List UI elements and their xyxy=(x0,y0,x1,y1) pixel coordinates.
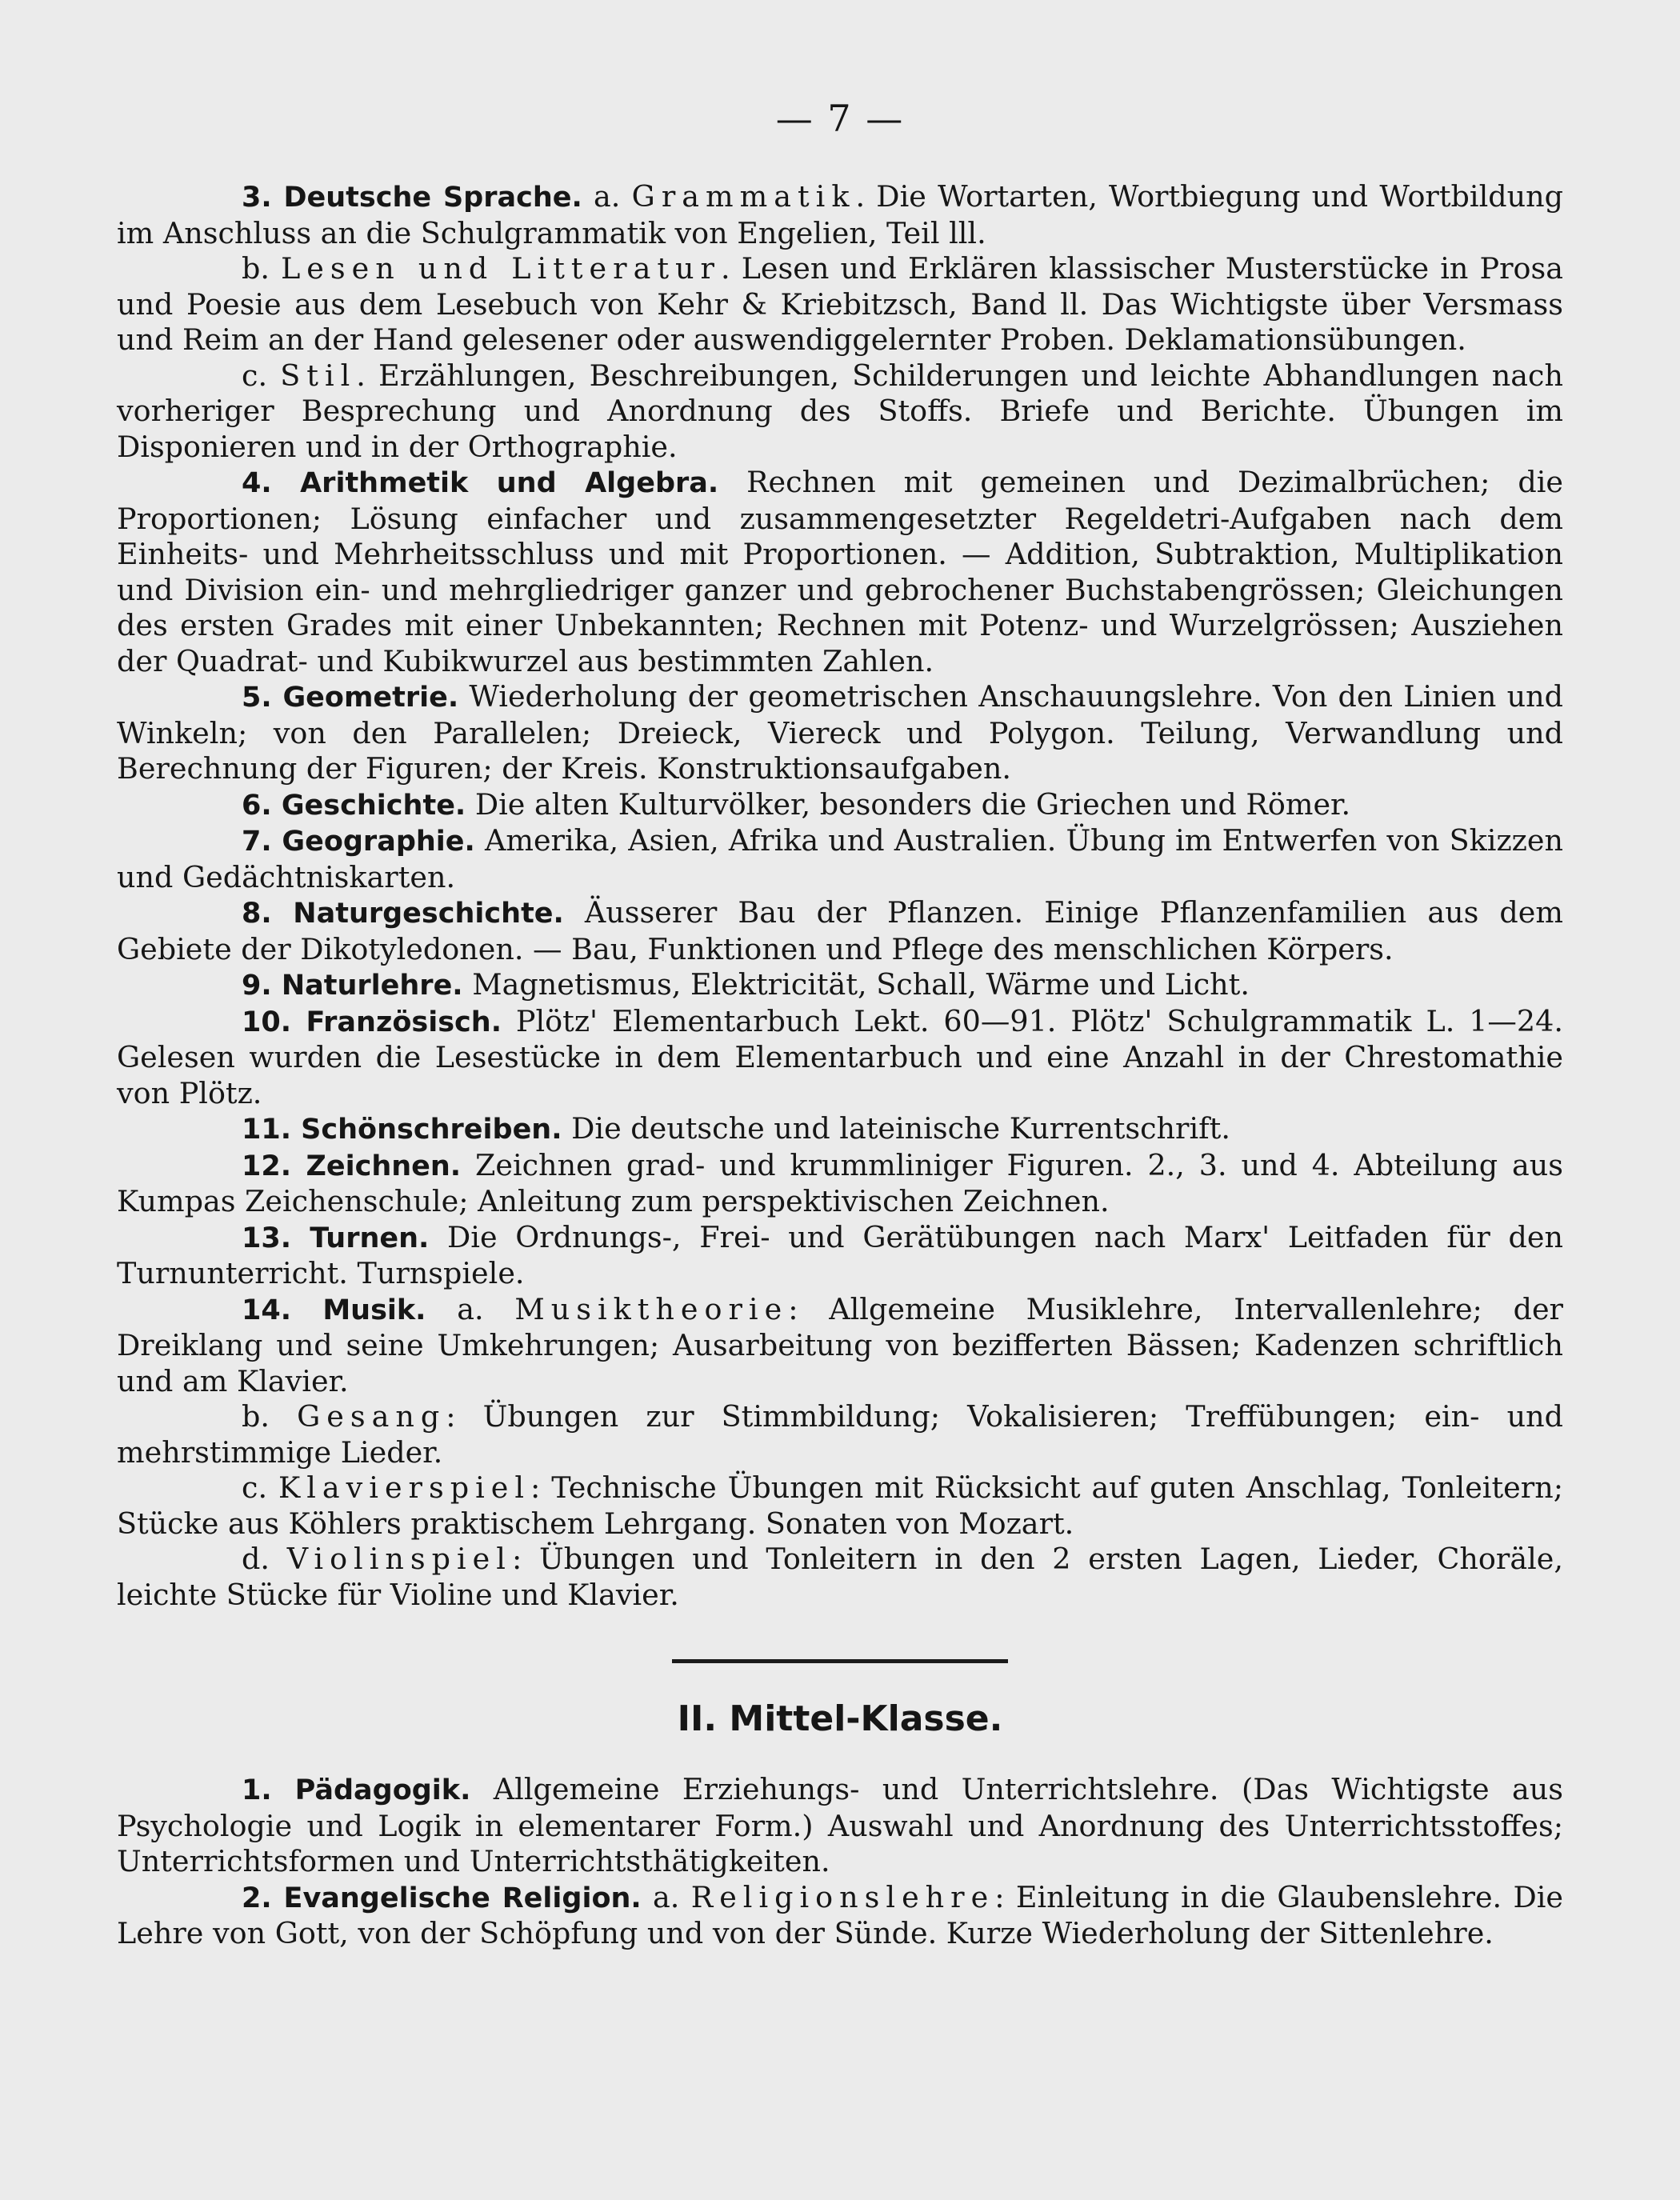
item-lead: c. xyxy=(242,358,281,393)
subject-heading: 10. Französisch. xyxy=(242,1006,502,1038)
subject-heading: 13. Turnen. xyxy=(242,1222,430,1254)
paragraph-text: : Einleitung in die Glaubenslehre. Die Lehre von Gott, von der Schöpfung und von der Sünde. Kurze Wiederholung der Sittenlehre. xyxy=(117,1879,1564,1950)
spaced-term: Violinspiel xyxy=(286,1542,512,1576)
paragraph-text: Die deutsche und lateinische Kurrentschrift. xyxy=(562,1111,1230,1146)
paragraph xyxy=(117,465,1563,679)
paragraph xyxy=(117,1399,1563,1470)
paragraph xyxy=(117,1772,1563,1880)
subject-heading: 9. Naturlehre. xyxy=(242,970,463,1002)
section-1-body xyxy=(117,179,1563,1613)
paragraph-text: : Technische Übungen mit Rücksicht auf guten Anschlag, Tonleitern; Stücke aus Köhlers praktischem Lehrgang. Sonaten von Mozart. xyxy=(117,1470,1563,1541)
paragraph xyxy=(117,1148,1563,1220)
subject-heading: 5. Geometrie. xyxy=(242,682,459,714)
paragraph-text: Die Ordnungs-, Frei- und Gerätübungen nach Marx' Leitfaden für den Turnunterricht. Turnspiele. xyxy=(117,1219,1563,1290)
subject-heading: 1. Pädagogik. xyxy=(242,1774,471,1806)
paragraph-text: Wiederholung der geometrischen Anschauungslehre. Von den Linien und Winkeln; von den Parallelen; Dreieck, Viereck und Polygon. Teilung, Verwandlung und Berechnung der Figuren; der Kreis. Konstruktionsaufgaben. xyxy=(117,679,1564,786)
paragraph xyxy=(117,358,1563,466)
item-lead: d. xyxy=(242,1542,287,1576)
item-lead: a. xyxy=(641,1879,691,1914)
item-lead: b. xyxy=(242,251,282,286)
paragraph-text: Allgemeine Erziehungs- und Unterrichtslehre. (Das Wichtigste aus Psychologie und Logik in elementarer Form.) Auswahl und Anordnung des Unterrichtsstoffes; Unterrichtsformen und Unterrichtsthätigkeiten. xyxy=(117,1772,1563,1878)
paragraph-text: Äusserer Bau der Pflanzen. Einige Pflanzenfamilien aus dem Gebiete der Dikotyledonen. — Bau, Funktionen und Pflege des menschlichen Körpers. xyxy=(117,895,1563,966)
paragraph-text: : Allgemeine Musiklehre, Intervallenlehre; der Dreiklang und seine Umkehrungen; Ausarbeitung von bezifferten Bässen; Kadenzen schriftlich und am Klavier. xyxy=(117,1291,1563,1398)
item-lead: a. xyxy=(426,1291,515,1326)
subject-heading: 4. Arithmetik und Algebra. xyxy=(242,467,719,499)
paragraph-text: . Erzählungen, Beschreibungen, Schilderungen und leichte Abhandlungen nach vorheriger Besprechung und Anordnung des Stoffs. Briefe und Berichte. Übungen im Disponieren und in der Orthographie. xyxy=(117,358,1563,464)
paragraph xyxy=(117,823,1563,895)
subject-heading: 3. Deutsche Sprache. xyxy=(242,182,582,214)
spaced-term: Lesen und Litteratur xyxy=(281,251,721,286)
paragraph-text: Magnetismus, Elektricität, Schall, Wärme und Licht. xyxy=(462,967,1250,1002)
subject-heading: 7. Geographie. xyxy=(242,826,475,858)
paragraph-text: : Übungen und Tonleitern in den 2 ersten Lagen, Lieder, Choräle, leichte Stücke für Violine und Klavier. xyxy=(117,1542,1563,1612)
paragraph-text: Die alten Kulturvölker, besonders die Griechen und Römer. xyxy=(466,786,1351,822)
paragraph xyxy=(117,679,1563,787)
paragraph-text: . Die Wortarten, Wortbiegung und Wortbildung im Anschluss an die Schulgrammatik von Engelien, Teil lll. xyxy=(117,179,1563,250)
subject-heading: 14. Musik. xyxy=(242,1294,426,1326)
paragraph xyxy=(117,1111,1563,1148)
item-lead: c. xyxy=(242,1470,278,1505)
spaced-term: Musiktheorie xyxy=(514,1291,789,1326)
paragraph xyxy=(117,1292,1563,1400)
paragraph xyxy=(117,1004,1563,1112)
paragraph xyxy=(117,1220,1563,1292)
paragraph-text: Amerika, Asien, Afrika und Australien. Übung im Entwerfen von Skizzen und Gedächtniskarten. xyxy=(117,823,1564,894)
paragraph-text: Plötz' Elementarbuch Lekt. 60—91. Plötz' Schulgrammatik L. 1—24. Gelesen wurden die Lesestücke in dem Elementarbuch und eine Anzahl in der Chrestomathie von Plötz. xyxy=(117,1003,1563,1110)
spaced-term: Klavierspiel xyxy=(278,1470,531,1505)
section-divider xyxy=(672,1659,1008,1663)
subject-heading: 11. Schönschreiben. xyxy=(242,1114,562,1146)
paragraph xyxy=(117,967,1563,1004)
subject-heading: 8. Naturgeschichte. xyxy=(242,898,564,930)
spaced-term: Grammatik xyxy=(631,179,856,214)
paragraph xyxy=(117,1470,1563,1542)
paragraph xyxy=(117,1542,1563,1613)
page-number: — 7 — xyxy=(775,97,905,140)
section-2-body xyxy=(117,1772,1563,1952)
paragraph xyxy=(117,251,1563,358)
paragraph-text: : Übungen zur Stimmbildung; Vokalisieren; Treffübungen; ein- und mehrstimmige Lieder. xyxy=(117,1399,1563,1470)
subject-heading: 6. Geschichte. xyxy=(242,789,466,822)
paragraph xyxy=(117,787,1563,824)
spaced-term: Religionslehre xyxy=(690,1879,995,1914)
subject-heading: 2. Evangelische Religion. xyxy=(242,1882,642,1914)
spaced-term: Gesang xyxy=(297,1399,446,1434)
section-title: II. Mittel-Klasse. xyxy=(677,1698,1003,1739)
item-lead: a. xyxy=(582,179,632,214)
paragraph-text: Zeichnen grad- und krummliniger Figuren. 2., 3. und 4. Abteilung aus Kumpas Zeichenschule; Anleitung zum perspektivischen Zeichnen. xyxy=(117,1147,1563,1218)
paragraph xyxy=(117,1880,1563,1952)
paragraph xyxy=(117,179,1563,251)
paragraph-text: Rechnen mit gemeinen und Dezimalbrüchen; die Proportionen; Lösung einfacher und zusammengesetzter Regeldetri-Aufgaben nach dem Einheits- und Mehrheitsschluss und mit Proportionen. — Addition, Subtraktion, Multiplikation und Division ein- und mehrgliedriger ganzer und gebrochener Buchstabengrössen; Gleichungen des ersten Grades mit einer Unbekannten; Rechnen mit Potenz- und Wurzelgrössen; Ausziehen der Quadrat- und Kubikwurzel aus bestimmten Zahlen. xyxy=(117,465,1563,678)
spaced-term: Stil xyxy=(280,358,357,393)
subject-heading: 12. Zeichnen. xyxy=(242,1150,462,1182)
paragraph xyxy=(117,895,1563,967)
paragraph-text: . Lesen und Erklären klassischer Musterstücke in Prosa und Poesie aus dem Lesebuch von Kehr & Kriebitzsch, Band ll. Das Wichtigste über Versmass und Reim an der Hand gelesener oder auswendiggelernter Proben. Deklamationsübungen. xyxy=(117,251,1563,357)
item-lead: b. xyxy=(242,1399,298,1434)
